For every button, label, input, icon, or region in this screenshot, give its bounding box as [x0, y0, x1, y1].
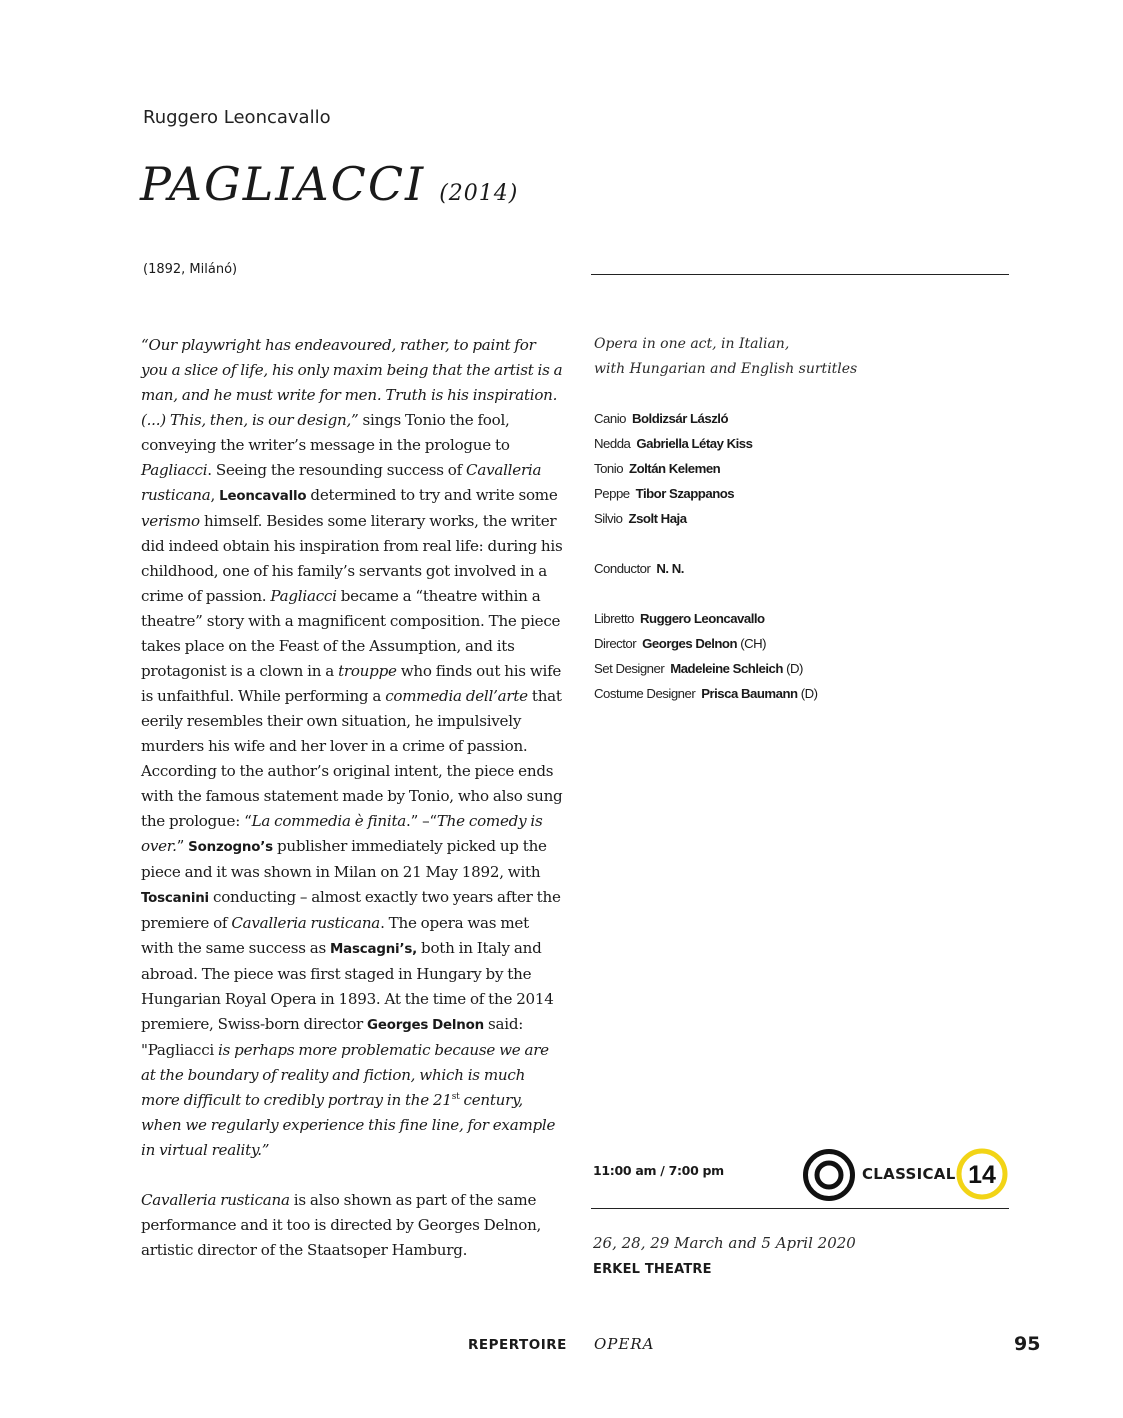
footer-section: REPERTOIRE [468, 1337, 567, 1353]
credit-name: Boldizsár László [631, 411, 729, 426]
target-icon [802, 1148, 856, 1202]
text-run: century, when we regularly experience this fine line, for example in virtual reality.” [141, 1091, 556, 1159]
text-run: that eerily resembles their own situation, he impulsively murders his wife and her lover in a crime of passion. According to the author’s original intent, the piece ends with the famous statement made by Tonio, who also sung the prologue: “ [141, 687, 563, 830]
credit-name: Prisca Baumann [701, 686, 798, 701]
text-run: Cavalleria rusticana [141, 461, 542, 504]
text-run: himself. Besides some literary works, the writer did indeed obtain his inspiration from real life: during his childhood, one of his family’s servants got involved in a crime of passion. [141, 512, 563, 605]
show-times: 11:00 am / 7:00 pm [593, 1163, 724, 1178]
credit-country: (D) [782, 661, 803, 676]
credit-role: Canio [594, 411, 626, 426]
premiere-origin: (1892, Milánó) [143, 262, 238, 277]
bold-name: Sonzogno’s [188, 840, 273, 855]
credit-name: Zsolt Haja [628, 511, 687, 526]
credit-name: Madeleine Schleich [670, 661, 783, 676]
credits-spacer [594, 531, 818, 556]
article-paragraph-1 [141, 333, 563, 1163]
composer-name: Ruggero Leoncavallo [143, 107, 331, 128]
divider-top [591, 274, 1009, 275]
credit-row [594, 606, 818, 631]
credit-row [594, 481, 818, 506]
text-run: who finds out his wife is unfaithful. While performing a [141, 662, 562, 705]
credit-row [594, 681, 818, 706]
text-run: , [210, 486, 220, 504]
credit-row [594, 431, 818, 456]
credit-row [594, 656, 818, 681]
text-run: . The opera was met with the same success as [141, 914, 529, 957]
article-paragraph-2 [141, 1188, 563, 1263]
footer-genre: OPERA [594, 1335, 655, 1353]
text-run: Cavalleria rusticana [231, 914, 381, 932]
text-run: both in Italy and abroad. The piece was first staged in Hungary by the Hungarian Royal Opera in 1893. At the time of the 2014 premiere, Swiss-born director [141, 939, 554, 1033]
text-run: publisher immediately picked up the piece and it was shown in Milan on 21 May 1892, with [141, 837, 547, 881]
credit-row [594, 506, 818, 531]
credit-row [594, 456, 818, 481]
series-label: CLASSICAL [862, 1165, 956, 1183]
credit-role: Costume Designer [594, 686, 696, 701]
credit-role: Peppe [594, 486, 630, 501]
credit-row [594, 631, 818, 656]
credit-name: Georges Delnon [642, 636, 738, 651]
text-run: st [451, 1091, 460, 1102]
text-run: is also shown as part of the same performance and it too is directed by Georges Delnon, artistic director of the Staatsoper Hamburg. [141, 1191, 542, 1259]
credit-role: Director [594, 636, 637, 651]
description-line-1: Opera in one act, in Italian, [594, 336, 790, 352]
text-run: conducting – almost exactly two years after the premiere of [141, 888, 561, 932]
text-run: “Our playwright has endeavoured, rather, to paint for you a slice of life, his only maxim being that the artist is a man, and he must write for men. Truth is his inspiration. (...) This, then, is our design,” [141, 336, 563, 429]
production-year: (2014) [439, 181, 519, 206]
bold-name: Mascagni’s, [330, 942, 417, 957]
title-text: PAGLIACCI [140, 157, 426, 211]
credits-list [594, 406, 818, 706]
bold-name: Georges Delnon [367, 1018, 484, 1033]
text-run: verismo [141, 512, 200, 530]
bold-name: Leoncavallo [219, 489, 307, 504]
credit-name: N. N. [656, 561, 684, 576]
venue-name: ERKEL THEATRE [593, 1262, 712, 1277]
text-run: Pagliacci [141, 461, 208, 479]
text-run: became a “theatre within a theatre” story with a magnificent composition. The piece takes place on the Feast of the Assumption, and its protagonist is a clown in a [141, 587, 561, 680]
text-run: . Seeing the resounding success of [207, 461, 467, 479]
text-run: ” [176, 837, 189, 855]
performance-dates: 26, 28, 29 March and 5 April 2020 [593, 1234, 856, 1252]
credit-role: Libretto [594, 611, 634, 626]
text-run: commedia dell’arte [385, 687, 528, 705]
credit-name: Ruggero Leoncavallo [640, 611, 765, 626]
credit-role: Set Designer [594, 661, 665, 676]
credit-role: Silvio [594, 511, 623, 526]
text-run: said: "Pagliacci [141, 1015, 524, 1059]
text-run: The comedy is over. [141, 812, 543, 855]
opera-title [140, 155, 518, 223]
production-description [594, 332, 857, 382]
page-number: 95 [1014, 1333, 1041, 1355]
credit-row [594, 556, 818, 581]
text-run: Pagliacci [270, 587, 337, 605]
age-rating-badge [956, 1148, 1008, 1200]
credit-row [594, 406, 818, 431]
text-run: .” –“ [406, 812, 437, 830]
credit-role: Nedda [594, 436, 631, 451]
article-body [141, 333, 563, 1263]
credit-name: Zoltán Kelemen [629, 461, 721, 476]
credit-name: Gabriella Létay Kiss [636, 436, 753, 451]
credit-country: (CH) [737, 636, 767, 651]
text-run: is perhaps more problematic because we are at the boundary of reality and fiction, which is much more difficult to credibly portray in the 21 [141, 1041, 549, 1109]
text-run: trouppe [338, 662, 397, 680]
credit-country: (D) [797, 686, 818, 701]
text-run: determined to try and write some [306, 486, 558, 504]
bold-name: Toscanini [141, 891, 209, 906]
credit-role: Conductor [594, 561, 651, 576]
age-rating-number: 14 [968, 1161, 996, 1189]
text-run: La commedia è finita [251, 812, 407, 830]
credit-name: Tibor Szappanos [635, 486, 735, 501]
description-line-2: with Hungarian and English surtitles [594, 361, 858, 377]
divider-bottom [591, 1208, 1009, 1209]
text-run: sings Tonio the fool, conveying the writer’s message in the prologue to [141, 411, 510, 454]
credits-spacer [594, 581, 818, 606]
credit-role: Tonio [594, 461, 624, 476]
text-run: Cavalleria rusticana [141, 1191, 290, 1209]
